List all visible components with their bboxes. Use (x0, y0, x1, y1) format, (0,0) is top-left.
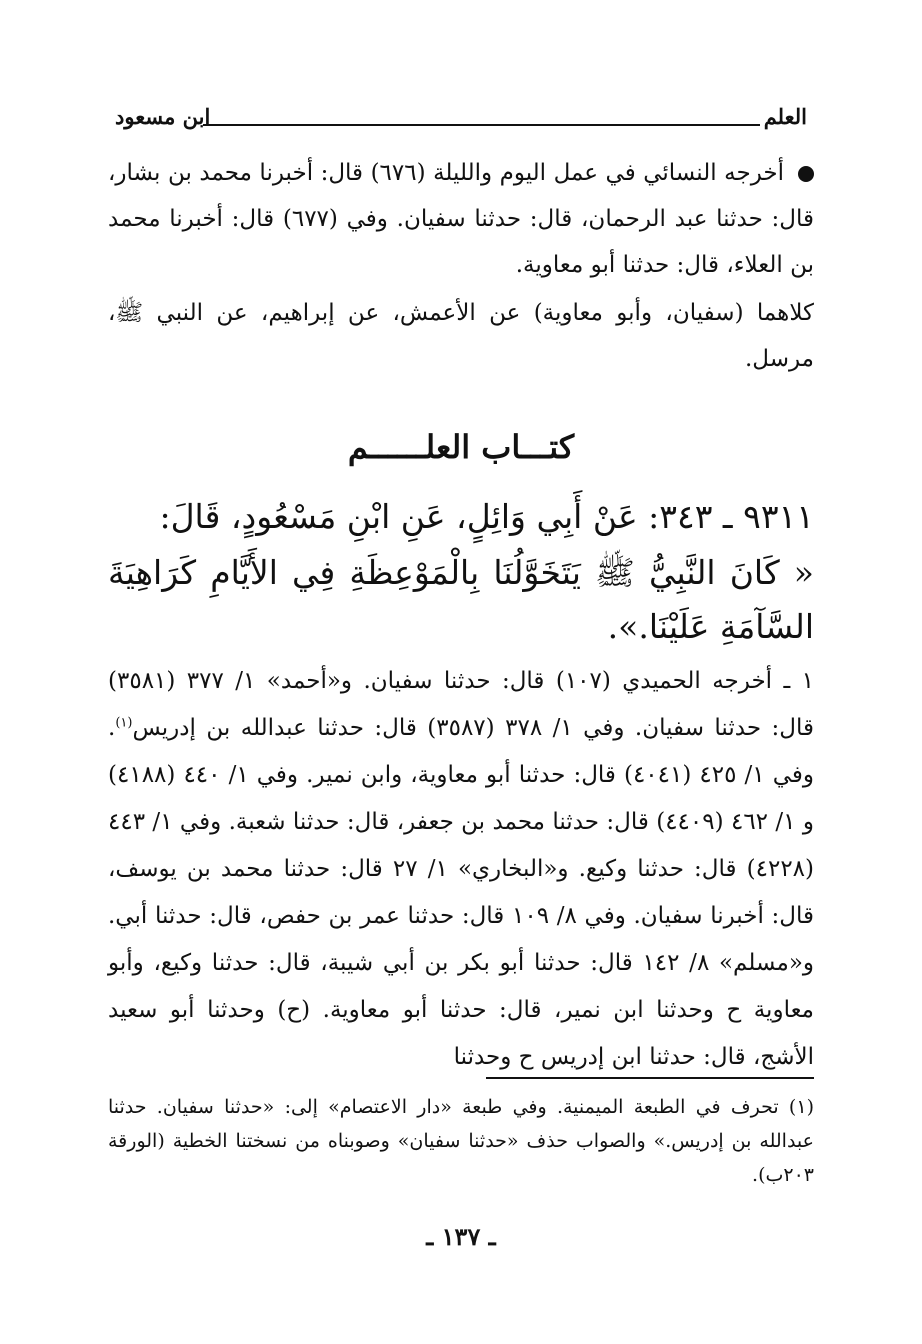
previous-note-paragraph (108, 150, 814, 288)
running-header-companion: ابن مسعود (115, 104, 211, 129)
chapter-title: كتـــاب العلــــــم (347, 428, 575, 466)
footnote: (١) تحرف في الطبعة الميمنية. وفي طبعة «دار الاعتصام» إلى: «حدثنا سفيان. حدثنا عبدالله بن إدريس.» والصواب حذف «حدثنا سفيان» وصوبناه من نسختنا الخطية (الورقة ٢٠٣ب). (108, 1096, 814, 1186)
previous-note-conclusion: كلاهما (سفيان، وأبو معاوية) عن الأعمش، عن إبراهيم، عن النبي ﷺ، مرسل. (108, 300, 814, 372)
footnote-marker: (١) (115, 715, 133, 731)
bullet-icon (798, 166, 814, 182)
takhrij-text-part2: . وفي ١/ ٤٢٥ (٤٠٤١) قال: حدثنا أبو معاوية، وابن نمير. وفي ١/ ٤٤٠ (٤١٨٨) و ١/ ٤٦٢ (٤٤٠٩) قال: حدثنا محمد بن جعفر، قال: حدثنا شعبة. وفي ١/ ٤٤٣ (٤٢٢٨) قال: حدثنا وكيع. و«البخاري» ١/ ٢٧ قال: حدثنا محمد بن يوسف، قال: أخبرنا سفيان. وفي ٨/ ١٠٩ قال: حدثنا عمر بن حفص، قال: حدثنا أبي. و«مسلم» ٨/ ١٤٢ قال: حدثنا أبو بكر بن أبي شيبة، قال: حدثنا وكيع، وأبو معاوية ح وحدثنا ابن نمير، قال: حدثنا أبو معاوية. (ح) وحدثنا أبو سعيد الأشج، قال: حدثنا ابن إدريس ح وحدثنا (108, 715, 815, 1070)
page-number: ـ ١٣٧ ـ (426, 1222, 496, 1251)
header-rule (203, 124, 760, 126)
previous-note-text: أخرجه النسائي في عمل اليوم والليلة (٦٧٦) قال: أخبرنا محمد بن بشار، قال: حدثنا عبد الرحمان، قال: حدثنا سفيان. وفي (٦٧٧) قال: أخبرنا محمد بن العلاء، قال: حدثنا أبو معاوية. (108, 160, 814, 278)
hadith-heading: ٩٣١١ ـ ٣٤٣: عَنْ أَبِي وَائِلٍ، عَنِ ابْنِ مَسْعُودٍ، قَالَ: (159, 497, 814, 536)
running-header-section: العلم (763, 104, 807, 129)
takhrij-text-part1: ١ ـ أخرجه الحميدي (١٠٧) قال: حدثنا سفيان. و«أحمد» ١/ ٣٧٧ (٣٥٨١) قال: حدثنا سفيان. وفي ١/ ٣٧٨ (٣٥٨٧) قال: حدثنا عبدالله بن إدريس (108, 668, 814, 741)
footnote-rule (486, 1077, 814, 1079)
takhrij-paragraph (108, 658, 814, 1081)
hadith-text: « كَانَ النَّبِيُّ ﷺ يَتَخَوَّلُنَا بِالْمَوْعِظَةِ فِي الأَيَّامِ كَرَاهِيَةَ السَّآمَةِ عَلَيْنَا.». (108, 553, 814, 646)
